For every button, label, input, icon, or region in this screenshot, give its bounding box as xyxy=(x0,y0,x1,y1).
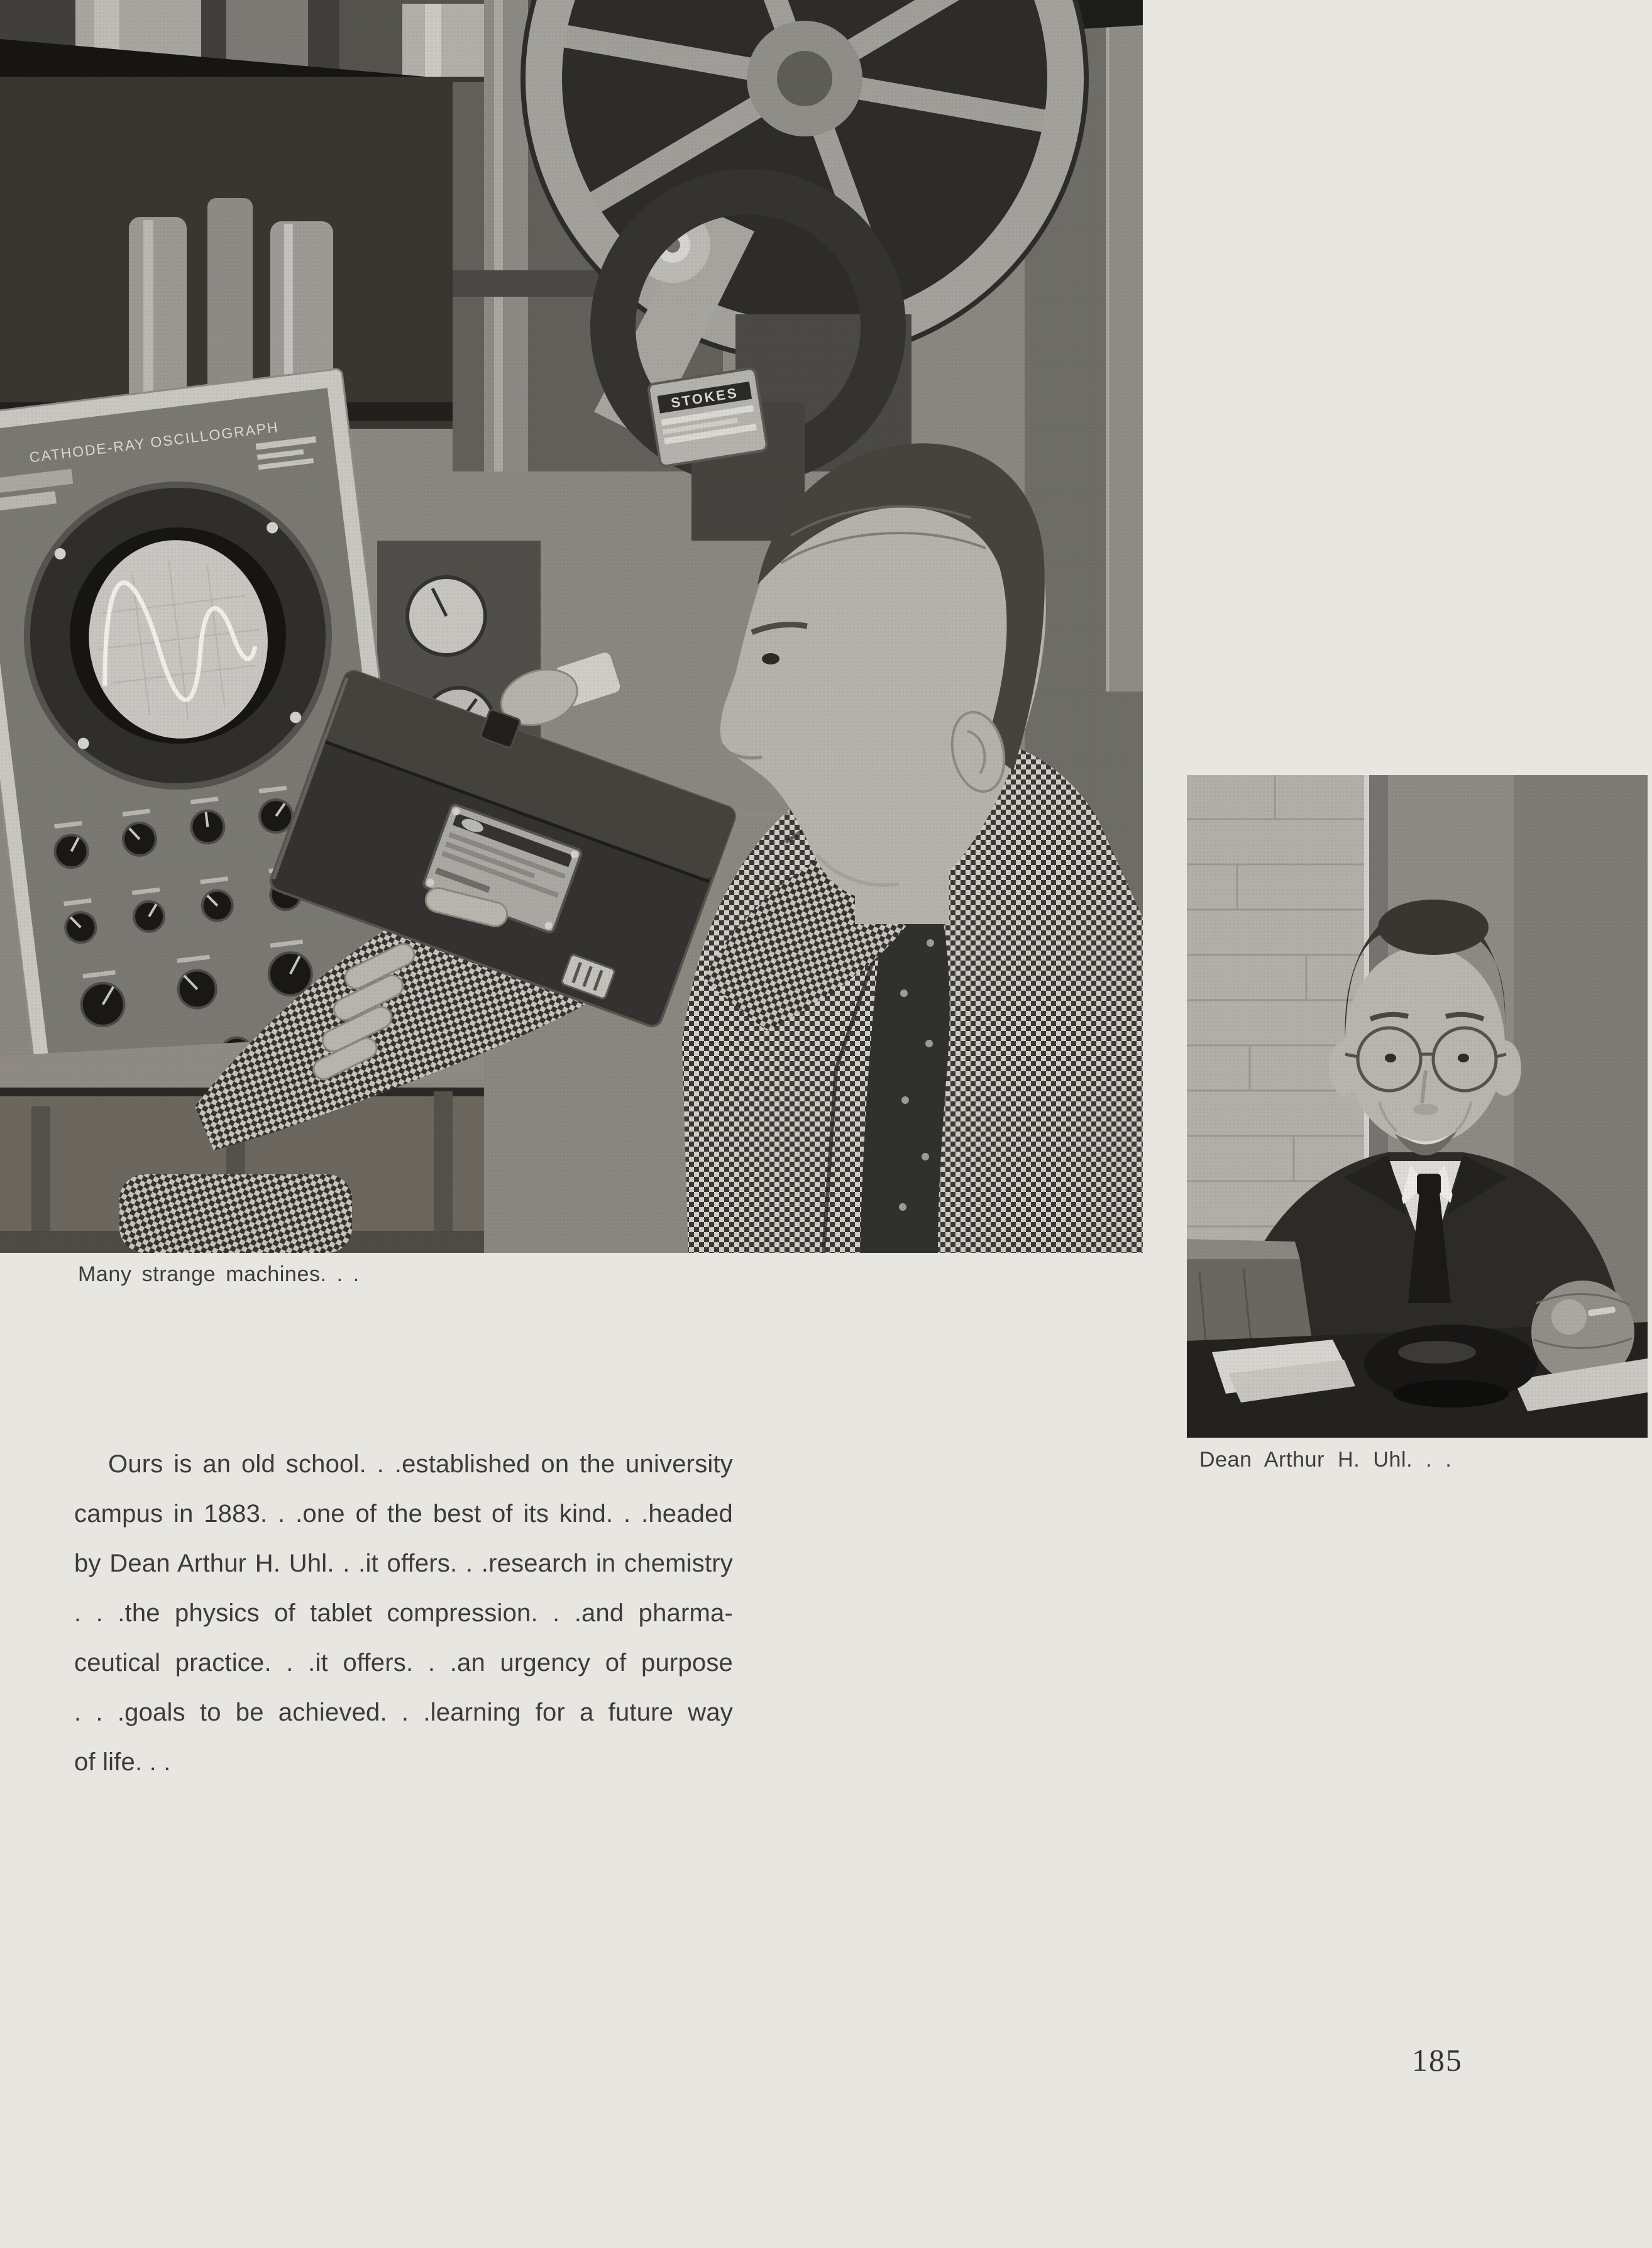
paragraph-line: . . .the physics of tablet compression. . .and pharma- xyxy=(74,1599,733,1627)
body-paragraph xyxy=(74,1440,733,1787)
laboratory-photo xyxy=(0,0,1143,1253)
paragraph-line: Ours is an old school. . .established on the university xyxy=(108,1450,733,1478)
portrait-caption: Dean Arthur H. Uhl. . . xyxy=(1199,1448,1452,1472)
paragraph-line: campus in 1883. . .one of the best of its kind. . .headed xyxy=(74,1500,733,1528)
page-number: 185 xyxy=(1412,2042,1463,2078)
main-photo-caption: Many strange machines. . . xyxy=(78,1262,360,1286)
dean-portrait-photo xyxy=(1187,775,1648,1438)
portrait-illustration xyxy=(1187,775,1648,1438)
paragraph-line: . . .goals to be achieved. . .learning for a future way xyxy=(74,1699,733,1726)
laboratory-photo-illustration xyxy=(0,0,1143,1253)
paragraph-line: by Dean Arthur H. Uhl. . .it offers. . .research in chemistry xyxy=(74,1550,733,1577)
paragraph-line: ceutical practice. . .it offers. . .an urgency of purpose xyxy=(74,1649,733,1677)
halftone-overlay xyxy=(0,0,1143,1253)
halftone-overlay xyxy=(1187,775,1648,1438)
paragraph-line: of life. . . xyxy=(74,1748,171,1776)
